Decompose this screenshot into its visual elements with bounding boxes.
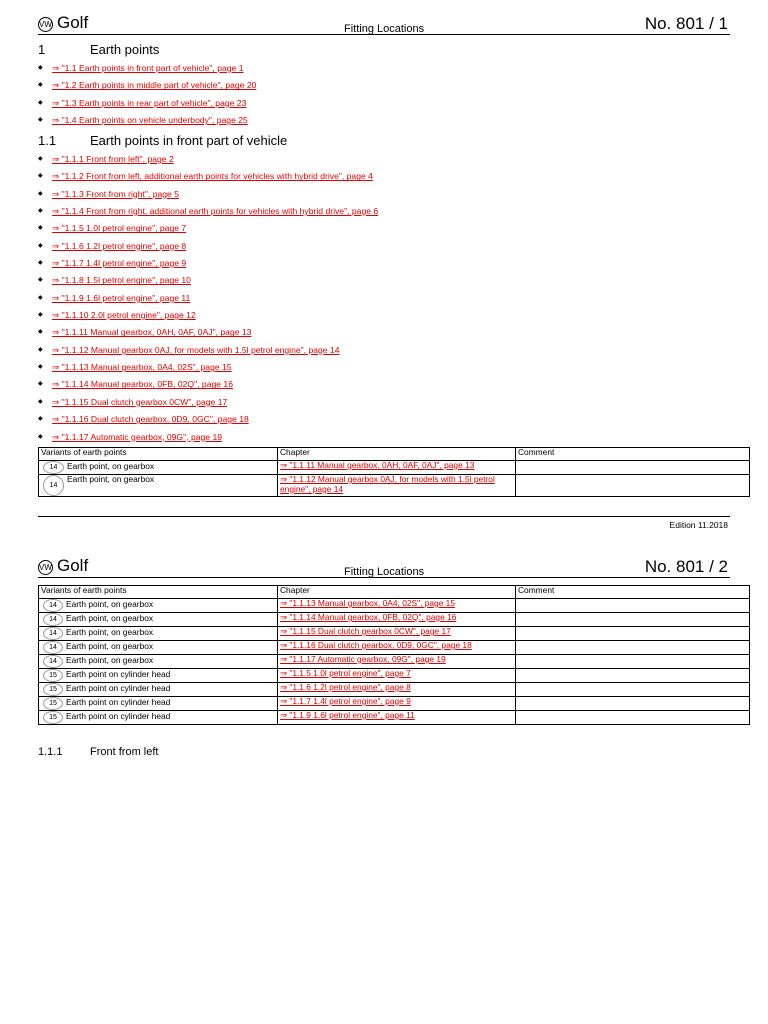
- chapter-cell: [278, 461, 516, 475]
- variant-text: Earth point, on gearbox: [66, 613, 154, 623]
- edition-label: Edition 11.2018: [669, 520, 728, 530]
- chapter-link[interactable]: ⇒ "1.1.8 1.5l petrol engine", page 10: [52, 275, 191, 286]
- chapter-link[interactable]: ⇒ "1.1.2 Front from left, additional earth points for vehicles with hybrid drive", page 4: [52, 171, 373, 182]
- list-item: [38, 361, 378, 378]
- vw-logo-icon: VW: [38, 17, 53, 32]
- table-row: [39, 655, 750, 669]
- chapter-link[interactable]: ⇒ "1.1.3 Front from right", page 5: [52, 188, 179, 199]
- earth-point-badge: 14: [43, 641, 63, 654]
- list-item: [38, 79, 256, 96]
- chapter-cell: [278, 627, 516, 641]
- subsubsection-heading: [38, 746, 158, 758]
- table-row: [39, 641, 750, 655]
- page-number: No. 801 / 2: [644, 557, 728, 576]
- column-header: Chapter: [278, 586, 516, 599]
- section-number: 1: [38, 42, 46, 57]
- vw-logo-icon: VW: [38, 560, 53, 575]
- comment-cell: [516, 641, 750, 655]
- table-row: [39, 669, 750, 683]
- earth-point-badge: 14: [43, 475, 64, 496]
- chapter-cell: [278, 613, 516, 627]
- section-title: Earth points: [90, 42, 160, 57]
- list-item: [38, 97, 256, 114]
- table-row: [39, 613, 750, 627]
- variant-text: Earth point, on gearbox: [66, 599, 154, 609]
- earth-points-table-1: [38, 447, 750, 497]
- chapter-link[interactable]: ⇒ "1.1.14 Manual gearbox, 0FB, 02Q", page 16: [280, 612, 457, 622]
- comment-cell: [516, 599, 750, 613]
- chapter-link[interactable]: ⇒ "1.1.16 Dual clutch gearbox, 0D9, 0GC", page 18: [280, 640, 472, 650]
- variant-text: Earth point, on gearbox: [66, 641, 154, 651]
- chapter-link[interactable]: ⇒ "1.1.5 1.0l petrol engine", page 7: [52, 223, 187, 234]
- variant-text: Earth point on cylinder head: [66, 697, 171, 707]
- chapter-cell: [278, 475, 516, 497]
- list-item: [38, 274, 378, 291]
- list-item: [38, 240, 378, 257]
- chapter-link[interactable]: ⇒ "1.1.14 Manual gearbox, 0FB, 02Q", page 16: [52, 379, 233, 390]
- list-item: [38, 309, 378, 326]
- comment-cell: [516, 711, 750, 725]
- chapter-link[interactable]: ⇒ "1.1.17 Automatic gearbox, 09G", page 19: [52, 431, 223, 442]
- earth-point-badge: 15: [43, 711, 63, 724]
- earth-point-badge: 14: [43, 627, 63, 640]
- link-list-a: [38, 62, 256, 131]
- list-item: [38, 222, 378, 239]
- earth-point-badge: 15: [43, 697, 63, 710]
- variant-text: Earth point on cylinder head: [66, 683, 171, 693]
- chapter-link[interactable]: ⇒ "1.2 Earth points in middle part of vehicle", page 20: [52, 80, 257, 91]
- chapter-link[interactable]: ⇒ "1.1.13 Manual gearbox, 0A4, 02S", page 15: [280, 598, 455, 608]
- document-title: Fitting Locations: [344, 566, 425, 578]
- column-header: Variants of earth points: [39, 586, 278, 599]
- earth-point-badge: 15: [43, 683, 63, 696]
- brand: [38, 556, 88, 576]
- list-item: [38, 413, 378, 430]
- variant-cell: [39, 683, 278, 697]
- list-item: [38, 153, 378, 170]
- variant-text: Earth point, on gearbox: [67, 474, 155, 484]
- chapter-link[interactable]: ⇒ "1.1.9 1.6l petrol engine", page 11: [280, 710, 415, 720]
- earth-points-table-2: [38, 585, 750, 725]
- document-title: Fitting Locations: [344, 23, 425, 35]
- chapter-link[interactable]: ⇒ "1.1.15 Dual clutch gearbox 0CW", page 17: [52, 396, 228, 407]
- earth-point-badge: 14: [43, 613, 63, 626]
- list-item: [38, 431, 378, 448]
- variant-text: Earth point on cylinder head: [66, 711, 171, 721]
- table-row: [39, 461, 750, 475]
- variant-cell: [39, 697, 278, 711]
- comment-cell: [516, 669, 750, 683]
- chapter-link[interactable]: ⇒ "1.1.6 1.2l petrol engine", page 8: [280, 682, 411, 692]
- brand-text: Golf: [57, 13, 89, 32]
- chapter-link[interactable]: ⇒ "1.1 Earth points in front part of vehicle", page 1: [52, 63, 244, 73]
- variant-cell: [39, 475, 278, 497]
- chapter-cell: [278, 599, 516, 613]
- chapter-link[interactable]: ⇒ "1.1.9 1.6l petrol engine", page 11: [52, 292, 191, 303]
- page-header-1: [38, 12, 730, 35]
- variant-text: Earth point, on gearbox: [66, 655, 154, 665]
- subsubsection-title: Front from left: [90, 746, 159, 758]
- column-header: Variants of earth points: [39, 448, 278, 461]
- brand-text: Golf: [57, 556, 89, 575]
- comment-cell: [516, 475, 750, 497]
- chapter-cell: [278, 711, 516, 725]
- chapter-link[interactable]: ⇒ "1.1.12 Manual gearbox 0AJ, for models with 1.5l petrol engine", page 14: [280, 474, 495, 494]
- list-item: [38, 326, 378, 343]
- subsection-number: 1.1: [38, 133, 57, 148]
- list-item: [38, 292, 378, 309]
- chapter-link[interactable]: ⇒ "1.1.7 1.4l petrol engine", page 9: [52, 258, 187, 269]
- table-row: [39, 711, 750, 725]
- comment-cell: [516, 461, 750, 475]
- variant-cell: [39, 627, 278, 641]
- list-item: [38, 378, 378, 395]
- column-header: Comment: [516, 448, 750, 461]
- column-header: Comment: [516, 586, 750, 599]
- variant-text: Earth point, on gearbox: [67, 461, 155, 471]
- page-header-2: [38, 555, 730, 578]
- chapter-link[interactable]: ⇒ "1.1.7 1.4l petrol engine", page 9: [280, 696, 411, 706]
- list-item: [38, 396, 378, 413]
- footer-rule: [38, 516, 730, 517]
- list-item: [38, 205, 378, 222]
- comment-cell: [516, 613, 750, 627]
- table-row: [39, 475, 750, 497]
- list-item: [38, 62, 256, 79]
- table-header-row: [39, 586, 750, 599]
- subsection-heading: [38, 133, 287, 148]
- variant-text: Earth point on cylinder head: [66, 669, 171, 679]
- chapter-cell: [278, 669, 516, 683]
- comment-cell: [516, 627, 750, 641]
- chapter-cell: [278, 683, 516, 697]
- list-item: [38, 188, 378, 205]
- list-item: [38, 257, 378, 274]
- page-number: No. 801 / 1: [644, 14, 728, 33]
- chapter-link[interactable]: ⇒ "1.1.16 Dual clutch gearbox, 0D9, 0GC", page 18: [52, 414, 249, 425]
- variant-text: Earth point, on gearbox: [66, 627, 154, 637]
- variant-cell: [39, 669, 278, 683]
- variant-cell: [39, 655, 278, 669]
- variant-cell: [39, 641, 278, 655]
- brand: [38, 13, 88, 33]
- earth-point-badge: 14: [43, 599, 63, 612]
- earth-point-badge: 15: [43, 669, 63, 682]
- chapter-link[interactable]: ⇒ "1.1.17 Automatic gearbox, 09G", page 19: [280, 654, 446, 664]
- subsubsection-number: 1.1.1: [38, 746, 63, 758]
- variant-cell: [39, 461, 278, 475]
- section-heading: [38, 42, 159, 57]
- list-item: [38, 114, 256, 131]
- chapter-link[interactable]: ⇒ "1.1.4 Front from right, additional earth points for vehicles with hybrid drive", page 6: [52, 206, 379, 217]
- comment-cell: [516, 683, 750, 697]
- chapter-cell: [278, 697, 516, 711]
- chapter-link[interactable]: ⇒ "1.1.6 1.2l petrol engine", page 8: [52, 240, 187, 251]
- list-item: [38, 170, 378, 187]
- chapter-link[interactable]: ⇒ "1.1.15 Dual clutch gearbox 0CW", page 17: [280, 626, 451, 636]
- comment-cell: [516, 697, 750, 711]
- table-header-row: [39, 448, 750, 461]
- column-header: Chapter: [278, 448, 516, 461]
- chapter-cell: [278, 641, 516, 655]
- chapter-link[interactable]: ⇒ "1.4 Earth points on vehicle underbody", page 25: [52, 115, 248, 126]
- chapter-link[interactable]: ⇒ "1.1.10 2.0l petrol engine", page 12: [52, 310, 196, 321]
- chapter-link[interactable]: ⇒ "1.1.11 Manual gearbox, 0AH, 0AF, 0AJ", page 13: [280, 460, 475, 470]
- table-row: [39, 599, 750, 613]
- variant-cell: [39, 613, 278, 627]
- chapter-link[interactable]: ⇒ "1.1.5 1.0l petrol engine", page 7: [280, 668, 411, 678]
- variant-cell: [39, 599, 278, 613]
- earth-point-badge: 14: [43, 655, 63, 668]
- list-item: [38, 344, 378, 361]
- table-row: [39, 627, 750, 641]
- earth-point-badge: 14: [43, 461, 64, 474]
- chapter-link[interactable]: ⇒ "1.1.12 Manual gearbox 0AJ, for models with 1.5l petrol engine", page 14: [52, 344, 340, 355]
- subsection-title: Earth points in front part of vehicle: [90, 133, 288, 148]
- chapter-link[interactable]: ⇒ "1.1.13 Manual gearbox, 0A4, 02S", page 15: [52, 362, 232, 373]
- comment-cell: [516, 655, 750, 669]
- chapter-link[interactable]: ⇒ "1.1.11 Manual gearbox, 0AH, 0AF, 0AJ", page 13: [52, 327, 252, 338]
- chapter-link[interactable]: ⇒ "1.1.1 Front from left", page 2: [52, 154, 174, 164]
- chapter-cell: [278, 655, 516, 669]
- chapter-link[interactable]: ⇒ "1.3 Earth points in rear part of vehicle", page 23: [52, 97, 247, 108]
- table-row: [39, 683, 750, 697]
- table-row: [39, 697, 750, 711]
- variant-cell: [39, 711, 278, 725]
- link-list-b: [38, 153, 378, 448]
